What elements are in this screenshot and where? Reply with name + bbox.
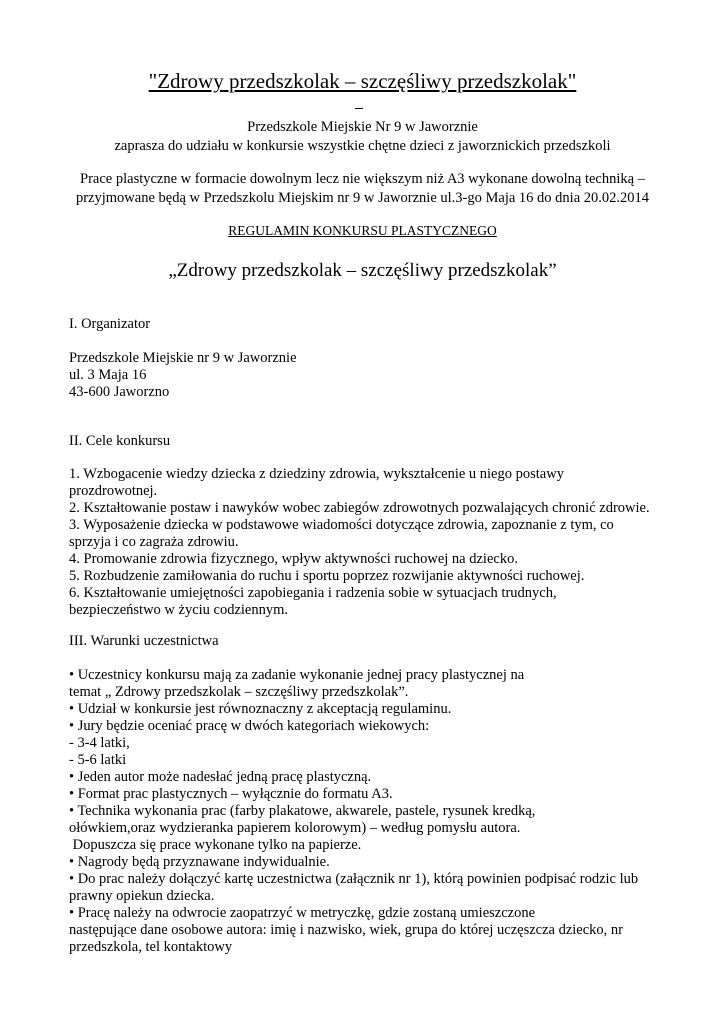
section-2-body (69, 466, 650, 619)
goal-line: 2. Kształtowanie postaw i nawyków wobec zabiegów zdrowotnych pozwalających chronić zdrowie. (69, 500, 650, 516)
condition-line: • Nagrody będą przyznawane indywidualnie. (69, 854, 330, 870)
section-3-heading: III. Warunki uczestnictwa (69, 633, 219, 649)
goal-line: 6. Kształtowanie umiejętności zapobiegania i radzenia sobie w sytuacjach trudnych, (69, 585, 557, 601)
condition-line: przedszkola, tel kontaktowy (69, 939, 233, 955)
condition-line: następujące dane osobowe autora: imię i nazwisko, wiek, grupa do której uczęszcza dziecko, nr (69, 922, 624, 938)
document-title: "Zdrowy przedszkolak – szczęśliwy przedszkolak" (148, 69, 577, 93)
goal-line: bezpieczeństwo w życiu codziennym. (69, 602, 289, 618)
organizer-line: ul. 3 Maja 16 (69, 367, 147, 383)
goal-line: 3. Wyposażenie dziecka w podstawowe wiadomości dotyczące zdrowia, zapoznanie z tym, co (69, 517, 614, 533)
intro-line-4: przyjmowane będą w Przedszkolu Miejskim nr 9 w Jaworznie ul.3-go Maja 16 do dnia 20.02.2014 (75, 190, 650, 206)
goal-line: sprzyja i co zagraża zdrowiu. (69, 534, 239, 550)
condition-line: ołówkiem,oraz wydzieranka papierem kolorowym) – według pomysłu autora. (69, 820, 521, 836)
section-2-heading: II. Cele konkursu (69, 433, 171, 449)
condition-line: • Technika wykonania prac (farby plakatowe, akwarele, pastele, rysunek kredką, (69, 803, 536, 819)
contest-subtitle: „Zdrowy przedszkolak – szczęśliwy przedszkolak” (168, 260, 557, 281)
section-1-heading: I. Organizator (69, 316, 151, 332)
goal-line: prozdrowotnej. (69, 483, 158, 499)
goal-line: 1. Wzbogacenie wiedzy dziecka z dziedziny zdrowia, wykształcenie u niego postawy (69, 466, 564, 482)
section-3-body (69, 667, 638, 956)
condition-line: prawny opiekun dziecka. (69, 888, 215, 904)
intro-line-1: Przedszkole Miejskie Nr 9 w Jaworznie (247, 119, 478, 135)
organizer-line: 43-600 Jaworzno (69, 384, 170, 400)
condition-line: - 5-6 latki (69, 752, 127, 768)
condition-line: - 3-4 latki, (69, 735, 130, 751)
underscore-mark (355, 108, 363, 109)
section-1-body (69, 350, 297, 401)
condition-line: • Jeden autor może nadesłać jedną pracę plastyczną. (69, 769, 372, 785)
condition-line: • Pracę należy na odwrocie zaopatrzyć w metryczkę, gdzie zostaną umieszczone (69, 905, 536, 921)
condition-line: Dopuszcza się prace wykonane tylko na papierze. (69, 837, 362, 853)
regulamin-heading: REGULAMIN KONKURSU PLASTYCZNEGO (228, 223, 497, 238)
condition-line: temat „ Zdrowy przedszkolak – szczęśliwy przedszkolak”. (69, 684, 409, 700)
condition-line: • Uczestnicy konkursu mają za zadanie wykonanie jednej pracy plastycznej na (69, 667, 525, 683)
intro-line-2: zaprasza do udziału w konkursie wszystkie chętne dzieci z jaworznickich przedszkoli (114, 138, 611, 154)
goal-line: 5. Rozbudzenie zamiłowania do ruchu i sportu poprzez rozwijanie aktywności ruchowej. (69, 568, 585, 584)
condition-line: • Udział w konkursie jest równoznaczny z akceptacją regulaminu. (69, 701, 452, 717)
condition-line: • Jury będzie oceniać pracę w dwóch kategoriach wiekowych: (69, 718, 430, 734)
condition-line: • Format prac plastycznych – wyłącznie do formatu A3. (69, 786, 393, 802)
goal-line: 4. Promowanie zdrowia fizycznego, wpływ aktywności ruchowej na dziecko. (69, 551, 518, 567)
condition-line: • Do prac należy dołączyć kartę uczestnictwa (załącznik nr 1), którą powinien podpisać rodzic lub (69, 871, 639, 887)
organizer-line: Przedszkole Miejskie nr 9 w Jaworznie (69, 350, 297, 366)
intro-line-3: Prace plastyczne w formacie dowolnym lecz nie większym niż A3 wykonane dowolną techniką – (80, 171, 645, 187)
